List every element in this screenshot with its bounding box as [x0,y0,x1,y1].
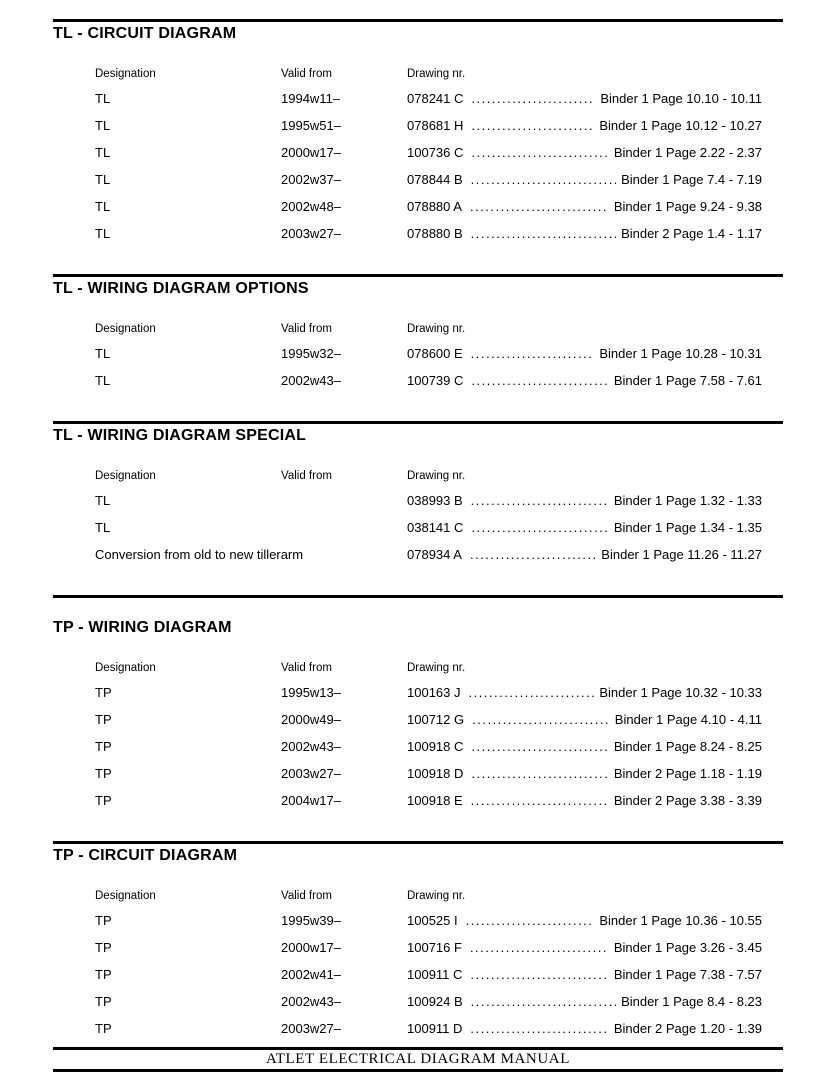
cell-valid-from: 2002w48– [281,199,341,214]
cell-drawing-nr: 100739 C [407,373,464,388]
table-row [95,679,762,706]
column-header-valid-from: Valid from [281,470,332,482]
column-header-designation: Designation [95,890,156,902]
page-footer [53,1047,783,1072]
cell-binder-page: Binder 1 Page 10.10 - 10.11 [600,91,762,106]
table-row [95,1015,762,1042]
dot-leader [471,367,608,394]
cell-valid-from: 2002w41– [281,967,341,982]
section [53,19,783,247]
table-row [95,514,762,541]
cell-designation: TL [95,346,111,361]
table-row [95,733,762,760]
cell-binder-page: Binder 2 Page 1.4 - 1.17 [621,226,762,241]
table-row [95,787,762,814]
table-rows [95,487,762,568]
cell-designation: TP [95,994,112,1009]
column-header-designation: Designation [95,323,156,335]
cell-valid-from: 1995w39– [281,913,341,928]
column-header-drawing-nr: Drawing nr. [407,662,466,674]
cell-valid-from: 2003w27– [281,226,341,241]
section [53,274,783,394]
cell-valid-from: 2004w17– [281,793,341,808]
cell-drawing-nr: 100911 C [407,967,463,982]
section-top-rule [53,595,783,598]
table-header-row [95,888,762,904]
cell-binder-page: Binder 1 Page 8.4 - 8.23 [621,994,762,1009]
cell-binder-page: Binder 1 Page 7.58 - 7.61 [613,373,762,388]
cell-designation: TP [95,766,112,781]
cell-binder-page: Binder 1 Page 2.22 - 2.37 [613,145,762,160]
cell-binder-page: Binder 1 Page 11.26 - 11.27 [601,547,762,562]
section [53,841,783,1042]
section-table [95,66,762,247]
table-row [95,193,762,220]
cell-drawing-nr: 100924 B [407,994,463,1009]
column-header-drawing-nr: Drawing nr. [407,68,466,80]
column-header-designation: Designation [95,68,156,80]
cell-drawing-nr: 100525 I [407,913,458,928]
section-title: TL - CIRCUIT DIAGRAM [53,25,237,42]
cell-binder-page: Binder 1 Page 10.36 - 10.55 [599,913,762,928]
dot-leader [471,988,616,1015]
table-row [95,139,762,166]
table-row [95,112,762,139]
column-header-valid-from: Valid from [281,662,332,674]
table-header-row [95,66,762,82]
section-table [95,321,762,394]
column-header-drawing-nr: Drawing nr. [407,890,466,902]
column-header-valid-from: Valid from [281,890,332,902]
cell-binder-page: Binder 1 Page 10.12 - 10.27 [599,118,762,133]
table-rows [95,340,762,394]
cell-valid-from: 1995w32– [281,346,341,361]
section-top-rule [53,841,783,844]
sections-container [53,19,783,1042]
cell-designation: TP [95,967,112,982]
dot-leader [470,541,596,568]
cell-drawing-nr: 078880 B [407,226,463,241]
dot-leader [471,166,616,193]
table-row [95,220,762,247]
cell-designation: TL [95,91,111,106]
dot-leader [471,85,595,112]
table-row [95,541,762,568]
dot-leader [471,514,608,541]
section-title: TL - WIRING DIAGRAM SPECIAL [53,427,307,444]
table-row [95,367,762,394]
cell-designation: TL [95,199,111,214]
cell-drawing-nr: 078934 A [407,547,462,562]
cell-drawing-nr: 100918 C [407,739,464,754]
cell-drawing-nr: 038141 C [407,520,464,535]
cell-valid-from: 1995w13– [281,685,341,700]
cell-binder-page: Binder 1 Page 1.34 - 1.35 [613,520,762,535]
cell-drawing-nr: 078844 B [407,172,463,187]
cell-binder-page: Binder 1 Page 4.10 - 4.11 [614,712,762,727]
cell-designation: TL [95,145,111,160]
dot-leader [471,220,616,247]
cell-drawing-nr: 078681 H [407,118,464,133]
dot-leader [469,679,595,706]
cell-valid-from: 2000w49– [281,712,341,727]
cell-binder-page: Binder 2 Page 1.20 - 1.39 [613,1021,762,1036]
footer-bottom-rule [53,1069,783,1072]
section-title: TL - WIRING DIAGRAM OPTIONS [53,280,309,297]
dot-leader [472,706,610,733]
table-rows [95,679,762,814]
cell-binder-page: Binder 1 Page 7.4 - 7.19 [621,172,762,187]
cell-drawing-nr: 078880 A [407,199,462,214]
cell-drawing-nr: 100712 G [407,712,465,727]
table-header-row [95,660,762,676]
cell-valid-from: 2002w43– [281,994,341,1009]
cell-valid-from: 1995w51– [281,118,341,133]
cell-drawing-nr: 078600 E [407,346,463,361]
cell-designation: TL [95,373,111,388]
table-row [95,961,762,988]
cell-binder-page: Binder 2 Page 3.38 - 3.39 [613,793,762,808]
dot-leader [471,733,608,760]
cell-binder-page: Binder 1 Page 8.24 - 8.25 [613,739,762,754]
section-table [95,660,762,814]
dot-leader [471,340,595,367]
dot-leader [470,934,609,961]
table-row [95,988,762,1015]
table-header-row [95,321,762,337]
dot-leader [470,193,609,220]
cell-designation: TP [95,793,112,808]
cell-designation: TP [95,739,112,754]
cell-designation: TP [95,940,112,955]
table-row [95,166,762,193]
cell-drawing-nr: 100911 D [407,1021,463,1036]
cell-designation: TL [95,493,111,508]
cell-valid-from: 2003w27– [281,1021,341,1036]
cell-valid-from: 2003w27– [281,766,341,781]
table-row [95,760,762,787]
cell-valid-from: 2002w43– [281,373,341,388]
table-rows [95,907,762,1042]
cell-drawing-nr: 100163 J [407,685,461,700]
cell-designation: TP [95,1021,112,1036]
dot-leader [470,961,608,988]
cell-binder-page: Binder 1 Page 10.32 - 10.33 [599,685,762,700]
section-top-rule [53,274,783,277]
cell-binder-page: Binder 1 Page 10.28 - 10.31 [599,346,762,361]
dot-leader [471,787,609,814]
dot-leader [471,487,609,514]
cell-designation: TL [95,226,111,241]
cell-binder-page: Binder 2 Page 1.18 - 1.19 [613,766,762,781]
section [53,421,783,568]
cell-designation: TL [95,520,111,535]
table-row [95,907,762,934]
column-header-designation: Designation [95,470,156,482]
section-top-rule [53,421,783,424]
cell-drawing-nr: 100736 C [407,145,464,160]
cell-valid-from: 2002w43– [281,739,341,754]
cell-drawing-nr: 038993 B [407,493,463,508]
column-header-valid-from: Valid from [281,68,332,80]
dot-leader [471,139,608,166]
dot-leader [471,112,594,139]
cell-drawing-nr: 100716 F [407,940,462,955]
cell-valid-from: 2000w17– [281,145,341,160]
section-title: TP - WIRING DIAGRAM [53,619,232,636]
cell-binder-page: Binder 1 Page 1.32 - 1.33 [613,493,762,508]
section-table [95,888,762,1042]
cell-binder-page: Binder 1 Page 9.24 - 9.38 [613,199,762,214]
cell-drawing-nr: 100918 D [407,766,464,781]
cell-designation: Conversion from old to new tillerarm [95,547,304,562]
table-rows [95,85,762,247]
dot-leader [466,907,595,934]
dot-leader [471,760,608,787]
cell-binder-page: Binder 1 Page 7.38 - 7.57 [613,967,762,982]
section-title: TP - CIRCUIT DIAGRAM [53,847,238,864]
table-row [95,706,762,733]
section-top-rule [53,19,783,22]
table-row [95,340,762,367]
cell-designation: TP [95,712,112,727]
section-table [95,468,762,568]
cell-drawing-nr: 100918 E [407,793,463,808]
column-header-drawing-nr: Drawing nr. [407,470,466,482]
cell-designation: TP [95,685,112,700]
column-header-drawing-nr: Drawing nr. [407,323,466,335]
dot-leader [470,1015,608,1042]
section [53,595,783,814]
cell-valid-from: 2002w37– [281,172,341,187]
cell-designation: TL [95,172,111,187]
table-row [95,487,762,514]
table-row [95,934,762,961]
column-header-designation: Designation [95,662,156,674]
footer-title: ATLET ELECTRICAL DIAGRAM MANUAL [266,1051,570,1067]
cell-binder-page: Binder 1 Page 3.26 - 3.45 [613,940,762,955]
table-header-row [95,468,762,484]
cell-designation: TL [95,118,111,133]
cell-designation: TP [95,913,112,928]
cell-valid-from: 1994w11– [281,91,341,106]
cell-drawing-nr: 078241 C [407,91,464,106]
cell-valid-from: 2000w17– [281,940,341,955]
table-row [95,85,762,112]
column-header-valid-from: Valid from [281,323,332,335]
